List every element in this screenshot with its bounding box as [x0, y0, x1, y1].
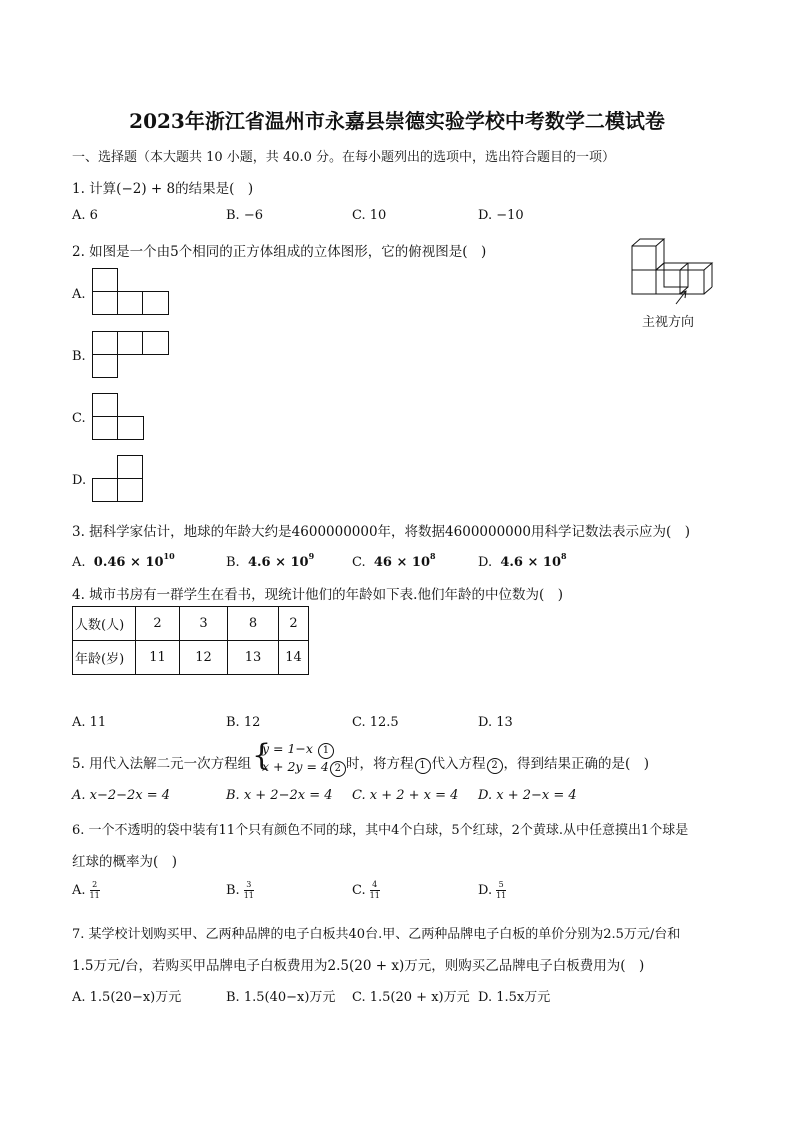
table-row	[73, 607, 309, 641]
q1-option-d[interactable]: D. −10	[478, 208, 524, 223]
q6-option-d[interactable]: D. $\frac{5}{11}$	[478, 880, 507, 900]
q5-option-b[interactable]: B. x + 2−2x = 4	[226, 788, 333, 803]
q2-option-b-label[interactable]: B.	[72, 349, 86, 364]
q2-option-d-label[interactable]: D.	[72, 473, 87, 488]
q6-option-a[interactable]: A. $\frac{2}{11}$	[72, 880, 100, 900]
table-cell: 2	[136, 607, 180, 641]
q4-option-b[interactable]: B. 12	[226, 715, 261, 730]
q1-option-a[interactable]: A. 6	[72, 208, 98, 223]
q4-option-c[interactable]: C. 12.5	[352, 715, 399, 730]
equation-system: y = 1−x 1 x + 2y = 4 2	[262, 741, 347, 777]
q5-option-c[interactable]: C. x + 2 + x = 4	[352, 788, 459, 803]
q2-option-c-label[interactable]: C.	[72, 411, 86, 426]
table-cell: 11	[136, 641, 180, 675]
question-5-stem-post: 时，将方程 1 代入方程 2 ，得到结果正确的是( )	[346, 756, 650, 772]
q2-option-a-label[interactable]: A.	[72, 287, 86, 302]
table-cell: 人数(人)	[73, 607, 136, 641]
q4-option-d[interactable]: D. 13	[478, 715, 513, 730]
table-row	[73, 641, 309, 675]
table-cell: 8	[228, 607, 279, 641]
page-title: 2023年浙江省温州市永嘉县崇德实验学校中考数学二模试卷	[129, 109, 665, 133]
table-cell: 12	[180, 641, 228, 675]
table-cell: 年龄(岁)	[73, 641, 136, 675]
view-direction-caption: 主视方向	[642, 315, 695, 330]
cube-solid-figure	[628, 238, 728, 304]
q3-option-c[interactable]: C. $46 \times 10^8$	[352, 551, 436, 570]
table-cell: 13	[228, 641, 279, 675]
q7-option-b[interactable]: B. 1.5(40−x)万元	[226, 990, 336, 1005]
q2-option-b-figure[interactable]	[92, 331, 170, 379]
q3-option-d[interactable]: D. $4.6 \times 10^8$	[478, 551, 567, 570]
table-cell: 3	[180, 607, 228, 641]
question-5-stem-pre: 5. 用代入法解二元一次方程组	[72, 756, 252, 772]
section-heading: 一、选择题（本大题共 10 小题，共 40.0 分。在每小题列出的选项中，选出符合题目的一项）	[72, 150, 616, 165]
q6-option-b[interactable]: B. $\frac{3}{11}$	[226, 880, 254, 900]
q7-option-a[interactable]: A. 1.5(20−x)万元	[72, 990, 182, 1005]
question-4-stem: 4. 城市书房有一群学生在看书，现统计他们的年龄如下表.他们年龄的中位数为( )	[72, 587, 563, 603]
q6-option-c[interactable]: C. $\frac{4}{11}$	[352, 880, 380, 900]
q1-option-c[interactable]: C. 10	[352, 208, 387, 223]
q3-option-a[interactable]: A. $0.46 \times 10^{10}$	[72, 551, 175, 570]
age-table	[72, 606, 309, 675]
q7-option-d[interactable]: D. 1.5x万元	[478, 990, 551, 1005]
q3-option-b[interactable]: B. $4.6 \times 10^9$	[226, 551, 315, 570]
question-2-stem: 2. 如图是一个由5个相同的正方体组成的立体图形，它的俯视图是( )	[72, 244, 487, 260]
q2-option-a-figure[interactable]	[92, 268, 170, 316]
q4-option-a[interactable]: A. 11	[72, 715, 107, 730]
question-7-stem-line2: 1.5万元/台，若购买甲品牌电子白板费用为2.5(20 + x)万元，则购买乙品牌电子白板费用为( )	[72, 958, 645, 974]
equation-brace: {	[252, 738, 272, 773]
question-6-stem-line2: 红球的概率为( )	[72, 854, 178, 870]
question-7-stem-line1: 7. 某学校计划购买甲、乙两种品牌的电子白板共40台.甲、乙两种品牌电子白板的单价分别为2.5万元/台和	[72, 927, 681, 942]
table-cell: 2	[279, 607, 309, 641]
question-6-stem-line1: 6. 一个不透明的袋中装有11个只有颜色不同的球，其中4个白球，5个红球，2个黄球.从中任意摸出1个球是	[72, 823, 689, 838]
q5-option-a[interactable]: A. x−2−2x = 4	[72, 788, 171, 803]
q7-option-c[interactable]: C. 1.5(20 + x)万元	[352, 990, 470, 1005]
q2-option-c-figure[interactable]	[92, 393, 146, 441]
table-cell: 14	[279, 641, 309, 675]
q2-option-d-figure[interactable]	[92, 455, 146, 503]
question-1-stem: 1. 计算(−2) + 8的结果是( )	[72, 181, 254, 197]
question-3-stem: 3. 据科学家估计，地球的年龄大约是4600000000年，将数据4600000000用科学记数法表示应为( )	[72, 524, 690, 540]
q1-option-b[interactable]: B. −6	[226, 208, 263, 223]
q5-option-d[interactable]: D. x + 2−x = 4	[478, 788, 577, 803]
